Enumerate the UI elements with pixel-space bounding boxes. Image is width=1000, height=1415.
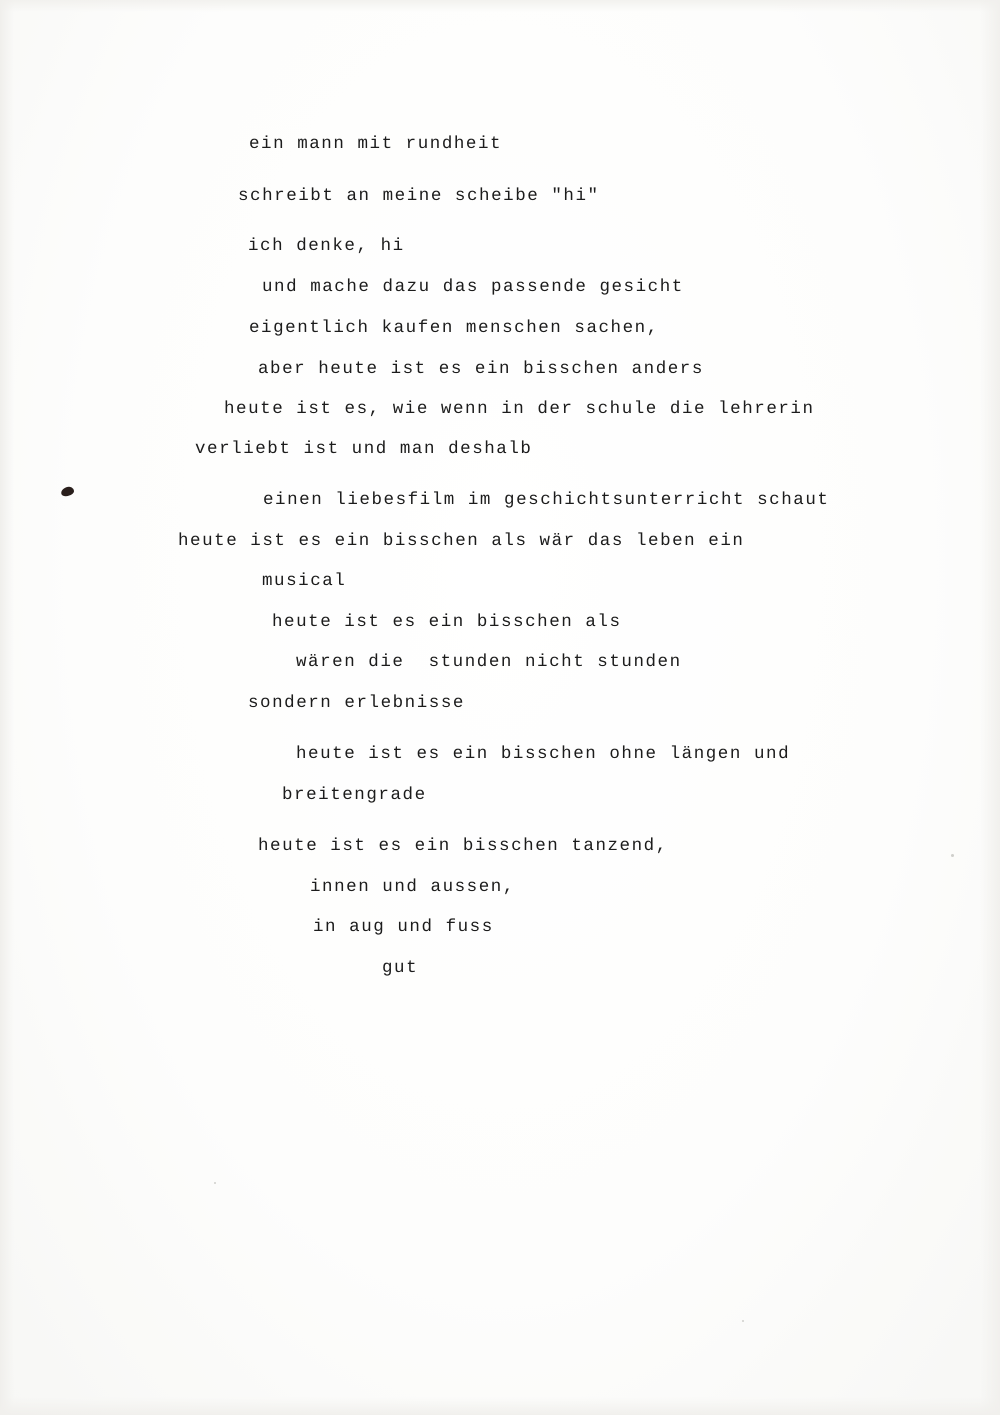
poem-line: gut xyxy=(382,958,419,978)
poem-line: musical xyxy=(262,571,347,591)
poem-line: eigentlich kaufen menschen sachen, xyxy=(249,318,659,338)
paper-speck xyxy=(742,1320,744,1322)
paper-edge-left xyxy=(0,0,14,1415)
poem-line: heute ist es ein bisschen als wär das leben ein xyxy=(178,531,745,551)
poem-line: heute ist es ein bisschen tanzend, xyxy=(258,836,668,856)
poem-line: ein mann mit rundheit xyxy=(249,134,503,154)
paper-edge-bottom xyxy=(0,1397,1000,1415)
paper-edge-top xyxy=(0,0,1000,12)
poem-line: innen und aussen, xyxy=(310,877,515,897)
poem-line: aber heute ist es ein bisschen anders xyxy=(258,359,704,379)
poem-line: in aug und fuss xyxy=(313,917,494,937)
poem-line: wären die stunden nicht stunden xyxy=(296,652,682,672)
poem-line: verliebt ist und man deshalb xyxy=(195,439,533,459)
poem-line: schreibt an meine scheibe "hi" xyxy=(238,186,600,206)
poem-line: heute ist es, wie wenn in der schule die lehrerin xyxy=(224,399,815,419)
paper-speck xyxy=(951,854,954,857)
poem-line: breitengrade xyxy=(282,785,427,805)
poem-line: ich denke, hi xyxy=(248,236,405,256)
poem-line: und mache dazu das passende gesicht xyxy=(262,277,684,297)
ink-blot-mark xyxy=(60,486,75,498)
poem-line: heute ist es ein bisschen ohne längen und xyxy=(296,744,791,764)
poem-line: einen liebesfilm im geschichtsunterricht schaut xyxy=(263,490,830,510)
poem-line: heute ist es ein bisschen als xyxy=(272,612,622,632)
poem-line: sondern erlebnisse xyxy=(248,693,465,713)
paper-edge-right xyxy=(980,0,1000,1415)
paper-speck xyxy=(214,1182,216,1184)
